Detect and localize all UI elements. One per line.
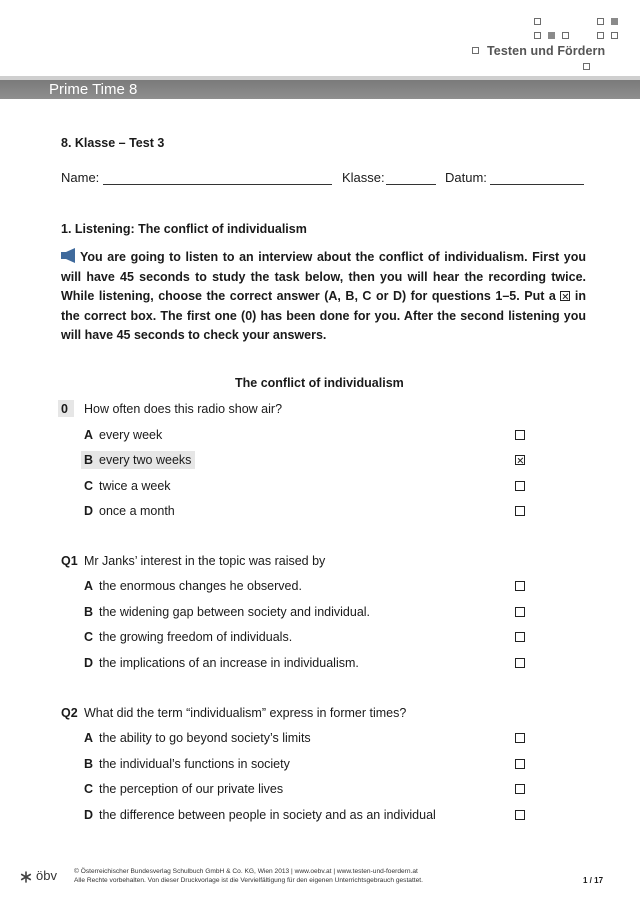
option-text: the difference between people in society and as an individual [99, 808, 436, 822]
class-label: Klasse: [342, 170, 385, 185]
answer-checkbox[interactable] [515, 810, 525, 820]
option-letter: A [84, 731, 94, 745]
option-text: every week [99, 428, 163, 442]
date-label: Datum: [445, 170, 487, 185]
option-letter: D [84, 504, 94, 518]
answer-checkbox[interactable] [515, 430, 525, 440]
name-field[interactable] [103, 184, 332, 185]
option-letter: C [84, 630, 94, 644]
footer-line-1: © Österreichischer Bundesverlag Schulbuch GmbH & Co. KG, Wien 2013 | www.oebv.at | www.testen-und-foerdern.at [74, 868, 418, 875]
answer-checkbox[interactable] [515, 784, 525, 794]
footer-line-2: Alle Rechte vorbehalten. Von dieser Druckvorlage ist die Vervielfältigung für den eigenen Unterrichtsgebrauch gestattet. [74, 877, 423, 884]
option-letter: B [84, 605, 94, 619]
option-text: twice a week [99, 479, 171, 493]
option-text: the widening gap between society and individual. [99, 605, 371, 619]
answer-checkbox-checked[interactable] [515, 455, 525, 465]
option-text: every two weeks [99, 453, 192, 467]
option-text: the implications of an increase in individualism. [99, 656, 359, 670]
question-text: What did the term “individualism” express in former times? [84, 706, 407, 720]
footer-copyright [74, 867, 423, 885]
option-text: the perception of our private lives [99, 782, 284, 796]
answer-checkbox[interactable] [515, 607, 525, 617]
answer-checkbox[interactable] [515, 632, 525, 642]
question-text: How often does this radio show air? [84, 402, 283, 416]
option-letter: A [84, 428, 94, 442]
answer-checkbox[interactable] [515, 733, 525, 743]
class-field[interactable] [386, 184, 436, 185]
checked-box-icon [560, 291, 570, 301]
option-letter: B [84, 453, 94, 467]
question-text: Mr Janks’ interest in the topic was raised by [84, 554, 326, 568]
speaker-icon [61, 248, 78, 263]
page-number: 1 / 17 [583, 876, 604, 885]
answer-checkbox[interactable] [515, 581, 525, 591]
answer-checkbox[interactable] [515, 481, 525, 491]
option-text: the individual’s functions in society [99, 757, 290, 771]
task-title: The conflict of individualism [235, 376, 404, 390]
publisher-logo: öbv [36, 868, 57, 883]
instructions [61, 248, 586, 346]
answer-checkbox[interactable] [515, 506, 525, 516]
publisher-star-icon [20, 871, 32, 883]
option-letter: C [84, 479, 94, 493]
section-heading: 1. Listening: The conflict of individualism [61, 222, 307, 236]
name-label: Name: [61, 170, 100, 185]
question-label: 0 [61, 402, 68, 416]
answer-checkbox[interactable] [515, 658, 525, 668]
test-title: 8. Klasse – Test 3 [61, 136, 165, 150]
option-text: once a month [99, 504, 175, 518]
brand-name: Testen und Fördern [487, 44, 606, 58]
instructions-part1: You are going to listen to an interview about the conflict of individualism. First you will have 45 seconds to study the task below, then you will hear the recording twice. While listening, choose the correct answer (A, B, C or D) for questions 1–5. Put a [61, 250, 586, 303]
option-letter: D [84, 656, 94, 670]
option-letter: A [84, 579, 94, 593]
option-text: the growing freedom of individuals. [99, 630, 293, 644]
option-letter: B [84, 757, 94, 771]
answer-checkbox[interactable] [515, 759, 525, 769]
series-title: Prime Time 8 [49, 81, 138, 98]
option-letter: D [84, 808, 94, 822]
date-field[interactable] [490, 184, 584, 185]
option-text: the enormous changes he observed. [99, 579, 302, 593]
question-label: Q2 [61, 706, 78, 720]
option-text: the ability to go beyond society’s limits [99, 731, 311, 745]
option-letter: C [84, 782, 94, 796]
question-label: Q1 [61, 554, 78, 568]
instructions-part2: in the correct box. The first one (0) has been done for you. After the second listening you will have 45 seconds to check your answers. [61, 289, 586, 342]
